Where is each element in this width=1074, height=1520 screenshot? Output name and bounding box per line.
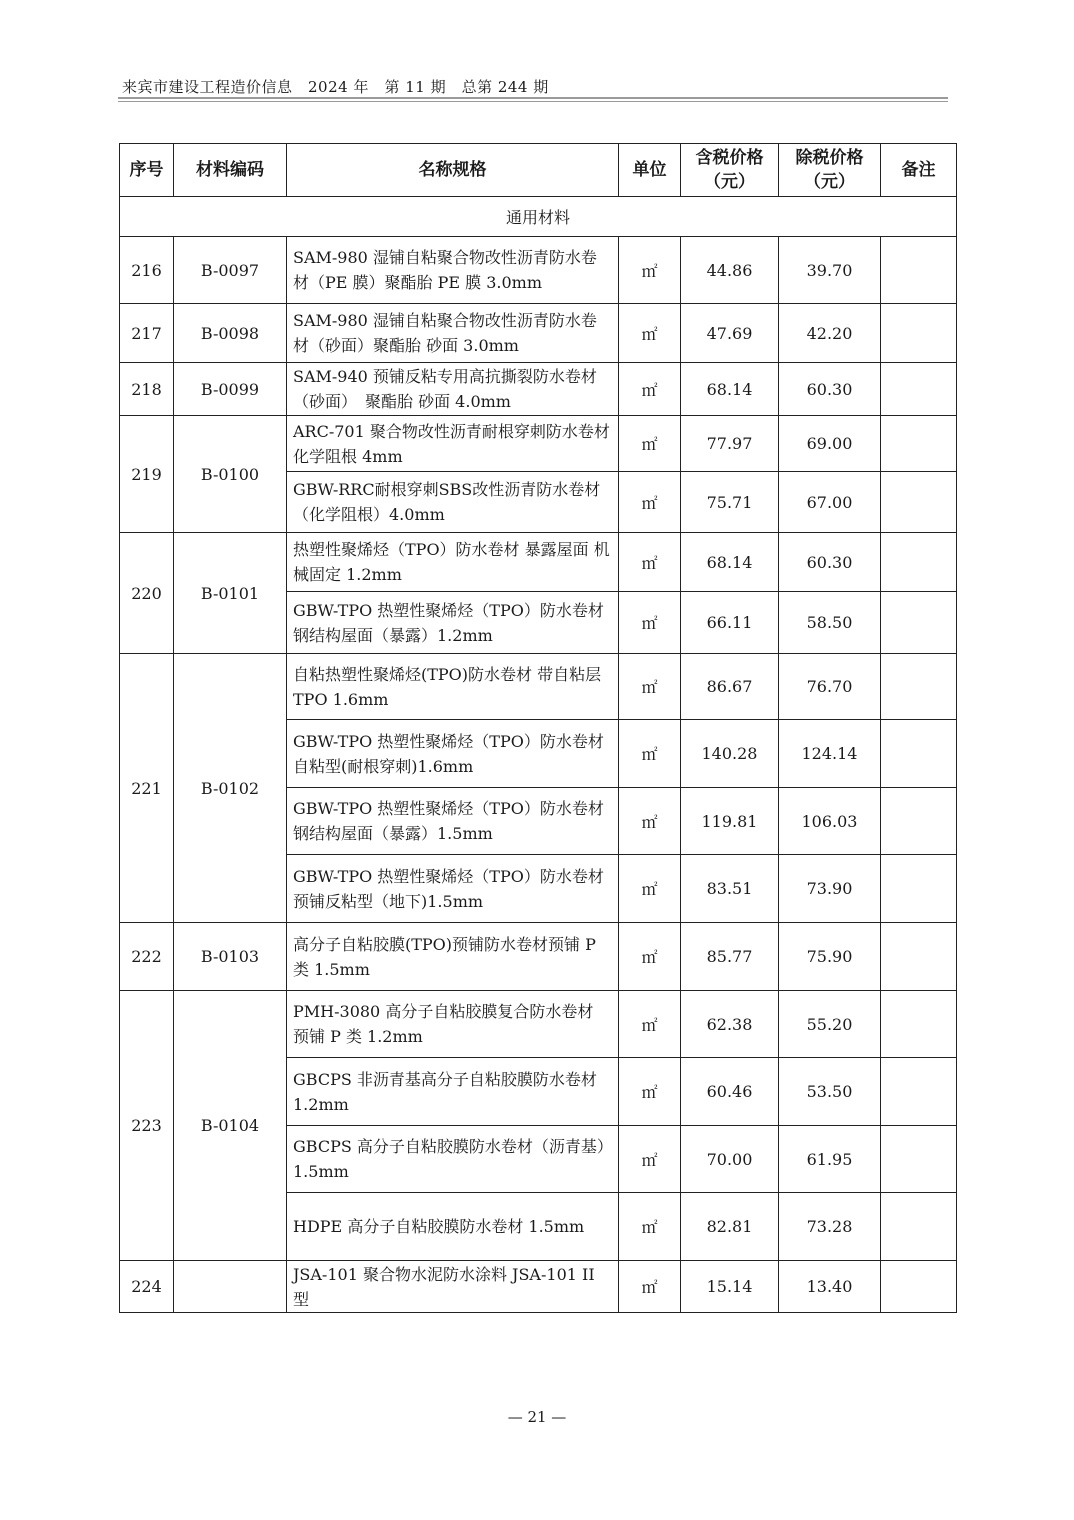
col-code: 材料编码 xyxy=(174,144,287,197)
name-cell: GBW-TPO 热塑性聚烯烃（TPO）防水卷材 钢结构屋面（暴露）1.5mm xyxy=(287,788,619,855)
tax-price-cell: 85.77 xyxy=(681,923,779,991)
remark-cell xyxy=(881,855,957,923)
unit-cell: ㎡ xyxy=(619,720,681,788)
name-cell: GBW-TPO 热塑性聚烯烃（TPO）防水卷材 钢结构屋面（暴露）1.2mm xyxy=(287,592,619,654)
tax-price-cell: 15.14 xyxy=(681,1261,779,1313)
name-cell: 自粘热塑性聚烯烃(TPO)防水卷材 带自粘层 TPO 1.6mm xyxy=(287,654,619,720)
remark-cell xyxy=(881,923,957,991)
name-cell: GBW-TPO 热塑性聚烯烃（TPO）防水卷材 自粘型(耐根穿刺)1.6mm xyxy=(287,720,619,788)
name-cell: HDPE 高分子自粘胶膜防水卷材 1.5mm xyxy=(287,1193,619,1261)
remark-cell xyxy=(881,304,957,363)
remark-cell xyxy=(881,991,957,1058)
notax-price-cell: 61.95 xyxy=(779,1126,881,1193)
unit-cell: ㎡ xyxy=(619,991,681,1058)
remark-cell xyxy=(881,1261,957,1313)
tax-price-cell: 77.97 xyxy=(681,416,779,472)
table-row xyxy=(120,991,957,1058)
tax-price-cell: 68.14 xyxy=(681,363,779,416)
col-unit: 单位 xyxy=(619,144,681,197)
tax-price-cell: 62.38 xyxy=(681,991,779,1058)
tax-price-cell: 44.86 xyxy=(681,237,779,304)
seq-cell: 216 xyxy=(120,237,174,304)
table-row xyxy=(120,363,957,416)
notax-price-cell: 73.28 xyxy=(779,1193,881,1261)
tax-price-cell: 66.11 xyxy=(681,592,779,654)
remark-cell xyxy=(881,1126,957,1193)
unit-cell: ㎡ xyxy=(619,1126,681,1193)
code-cell: B-0097 xyxy=(174,237,287,304)
code-cell: B-0098 xyxy=(174,304,287,363)
name-cell: ARC-701 聚合物改性沥青耐根穿刺防水卷材 化学阻根 4mm xyxy=(287,416,619,472)
remark-cell xyxy=(881,472,957,533)
unit-cell: ㎡ xyxy=(619,304,681,363)
name-cell: 热塑性聚烯烃（TPO）防水卷材 暴露屋面 机械固定 1.2mm xyxy=(287,533,619,592)
seq-cell: 220 xyxy=(120,533,174,654)
unit-cell: ㎡ xyxy=(619,237,681,304)
name-cell: 高分子自粘胶膜(TPO)预铺防水卷材预铺 P 类 1.5mm xyxy=(287,923,619,991)
col-notax-price: 除税价格（元） xyxy=(779,144,881,197)
notax-price-cell: 39.70 xyxy=(779,237,881,304)
unit-cell: ㎡ xyxy=(619,1193,681,1261)
tax-price-cell: 47.69 xyxy=(681,304,779,363)
col-remark: 备注 xyxy=(881,144,957,197)
tax-price-cell: 140.28 xyxy=(681,720,779,788)
seq-cell: 222 xyxy=(120,923,174,991)
code-cell xyxy=(174,1261,287,1313)
unit-cell: ㎡ xyxy=(619,788,681,855)
col-seq: 序号 xyxy=(120,144,174,197)
notax-price-cell: 73.90 xyxy=(779,855,881,923)
unit-cell: ㎡ xyxy=(619,533,681,592)
table-row xyxy=(120,923,957,991)
name-cell: PMH-3080 高分子自粘胶膜复合防水卷材 预铺 P 类 1.2mm xyxy=(287,991,619,1058)
tax-price-cell: 119.81 xyxy=(681,788,779,855)
tax-price-cell: 75.71 xyxy=(681,472,779,533)
remark-cell xyxy=(881,533,957,592)
name-cell: GBW-TPO 热塑性聚烯烃（TPO）防水卷材 预铺反粘型（地下)1.5mm xyxy=(287,855,619,923)
tax-price-cell: 82.81 xyxy=(681,1193,779,1261)
tax-price-cell: 60.46 xyxy=(681,1058,779,1126)
unit-cell: ㎡ xyxy=(619,416,681,472)
notax-price-cell: 53.50 xyxy=(779,1058,881,1126)
notax-price-cell: 76.70 xyxy=(779,654,881,720)
unit-cell: ㎡ xyxy=(619,923,681,991)
notax-price-cell: 13.40 xyxy=(779,1261,881,1313)
notax-price-cell: 75.90 xyxy=(779,923,881,991)
table-row xyxy=(120,237,957,304)
seq-cell: 221 xyxy=(120,654,174,923)
notax-price-cell: 60.30 xyxy=(779,363,881,416)
name-cell: GBCPS 高分子自粘胶膜防水卷材（沥青基）1.5mm xyxy=(287,1126,619,1193)
unit-cell: ㎡ xyxy=(619,855,681,923)
page-number: — 21 — xyxy=(507,1408,567,1426)
notax-price-cell: 124.14 xyxy=(779,720,881,788)
section-title: 通用材料 xyxy=(120,197,957,237)
name-cell: SAM-980 湿铺自粘聚合物改性沥青防水卷材（砂面）聚酯胎 砂面 3.0mm xyxy=(287,304,619,363)
tax-price-cell: 68.14 xyxy=(681,533,779,592)
unit-cell: ㎡ xyxy=(619,654,681,720)
table-row xyxy=(120,533,957,592)
code-cell: B-0104 xyxy=(174,991,287,1261)
code-cell: B-0100 xyxy=(174,416,287,533)
remark-cell xyxy=(881,654,957,720)
name-cell: SAM-980 湿铺自粘聚合物改性沥青防水卷材（PE 膜）聚酯胎 PE 膜 3.0mm xyxy=(287,237,619,304)
unit-cell: ㎡ xyxy=(619,1058,681,1126)
notax-price-cell: 55.20 xyxy=(779,991,881,1058)
code-cell: B-0103 xyxy=(174,923,287,991)
seq-cell: 217 xyxy=(120,304,174,363)
price-table xyxy=(119,143,957,1313)
seq-cell: 218 xyxy=(120,363,174,416)
remark-cell xyxy=(881,416,957,472)
notax-price-cell: 58.50 xyxy=(779,592,881,654)
table-row xyxy=(120,304,957,363)
seq-cell: 219 xyxy=(120,416,174,533)
remark-cell xyxy=(881,1058,957,1126)
table-row xyxy=(120,416,957,472)
tax-price-cell: 83.51 xyxy=(681,855,779,923)
name-cell: GBW-RRC耐根穿刺SBS改性沥青防水卷材（化学阻根）4.0mm xyxy=(287,472,619,533)
header-rule xyxy=(118,97,948,99)
remark-cell xyxy=(881,237,957,304)
remark-cell xyxy=(881,720,957,788)
remark-cell xyxy=(881,788,957,855)
header-rule-thin xyxy=(118,101,948,102)
unit-cell: ㎡ xyxy=(619,472,681,533)
remark-cell xyxy=(881,1193,957,1261)
code-cell: B-0099 xyxy=(174,363,287,416)
tax-price-cell: 70.00 xyxy=(681,1126,779,1193)
name-cell: JSA-101 聚合物水泥防水涂料 JSA-101 II 型 xyxy=(287,1261,619,1313)
notax-price-cell: 60.30 xyxy=(779,533,881,592)
notax-price-cell: 67.00 xyxy=(779,472,881,533)
notax-price-cell: 106.03 xyxy=(779,788,881,855)
tax-price-cell: 86.67 xyxy=(681,654,779,720)
col-name: 名称规格 xyxy=(287,144,619,197)
table-row xyxy=(120,1261,957,1313)
remark-cell xyxy=(881,363,957,416)
code-cell: B-0102 xyxy=(174,654,287,923)
unit-cell: ㎡ xyxy=(619,363,681,416)
name-cell: GBCPS 非沥青基高分子自粘胶膜防水卷材 1.2mm xyxy=(287,1058,619,1126)
col-tax-price: 含税价格（元） xyxy=(681,144,779,197)
unit-cell: ㎡ xyxy=(619,1261,681,1313)
seq-cell: 224 xyxy=(120,1261,174,1313)
remark-cell xyxy=(881,592,957,654)
notax-price-cell: 42.20 xyxy=(779,304,881,363)
unit-cell: ㎡ xyxy=(619,592,681,654)
name-cell: SAM-940 预铺反粘专用高抗撕裂防水卷材（砂面） 聚酯胎 砂面 4.0mm xyxy=(287,363,619,416)
table-row xyxy=(120,654,957,720)
table-header-row xyxy=(120,144,957,197)
code-cell: B-0101 xyxy=(174,533,287,654)
seq-cell: 223 xyxy=(120,991,174,1261)
notax-price-cell: 69.00 xyxy=(779,416,881,472)
page-header: 来宾市建设工程造价信息 2024 年 第 11 期 总第 244 期 xyxy=(122,78,549,96)
